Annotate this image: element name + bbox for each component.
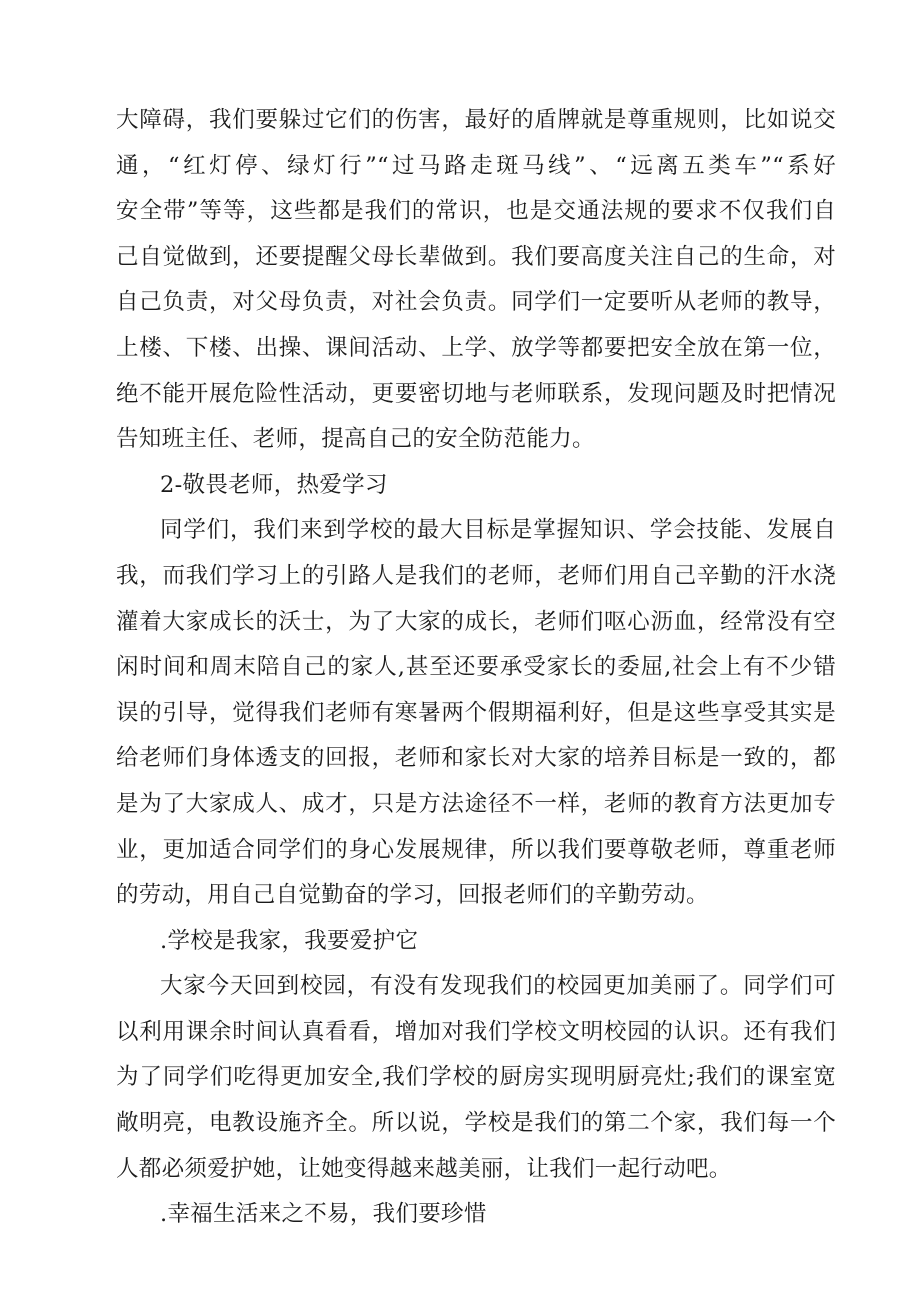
text-line: 告知班主任、老师，提高自己的安全防范能力。 [116,426,595,453]
text-line: 误的引导，觉得我们老师有寒暑两个假期福利好，但是这些享受其实是 [116,699,836,726]
text-line: 以利用课余时间认真看看，增加对我们学校文明校园的认识。还有我们 [116,1018,836,1045]
text-line: 给老师们身体透支的回报，老师和家长对大家的培养目标是一致的，都 [116,745,836,772]
text-line: 己自觉做到，还要提醒父母长辈做到。我们要高度关注自己的生命，对 [116,243,836,270]
text-line: 大障碍，我们要躲过它们的伤害，最好的盾牌就是尊重规则，比如说交 [116,107,836,133]
text-line: 上楼、下楼、出操、课间活动、上学、放学等都要把安全放在第一位， [116,334,836,361]
text-line: 绝不能开展危险性活动，更要密切地与老师联系，发现问题及时把情况 [116,380,836,407]
text-line: 敞明亮，电教设施齐全。所以说，学校是我们的第二个家，我们每一个 [116,1110,836,1137]
text-line: 人都必须爱护她，让她变得越来越美丽，让我们一起行动吧。 [116,1155,732,1182]
paragraph-teachers [116,508,836,918]
text-line: 灌着大家成长的沃士，为了大家的成长，老师们呕心沥血，经常没有空 [116,608,836,635]
paragraph-safety [116,98,836,463]
section-heading: 2-敬畏老师，热爱学习 [160,471,388,498]
text-line: 同学们，我们来到学校的最大目标是掌握知识、学会技能、发展自 [160,517,836,544]
text-line: 安全带”等等，这些都是我们的常识，也是交通法规的要求不仅我们自 [116,198,836,225]
paragraph-school [116,964,836,1192]
document-body [116,98,836,1238]
text-line: 大家今天回到校园，有没有发现我们的校园更加美丽了。同学们可 [160,973,836,1000]
text-line: 自己负责，对父母负责，对社会负责。同学们一定要听从老师的教导， [116,289,836,316]
text-line: 通，“红灯停、绿灯行”“过马路走斑马线”、“远离五类车”“系好 [116,152,836,179]
section-heading: .学校是我家，我要爱护它 [160,927,419,954]
text-line: 是为了大家成人、成才，只是方法途径不一样，老师的教育方法更加专 [116,790,836,817]
text-line: 业，更加适合同学们的身心发展规律，所以我们要尊敬老师，尊重老师 [116,836,836,863]
section-heading: .幸福生活来之不易，我们要珍惜 [160,1201,487,1228]
text-line: 为了同学们吃得更加安全,我们学校的厨房实现明厨亮灶;我们的课室宽 [116,1064,836,1091]
text-line: 闲时间和周末陪自己的家人,甚至还要承受家长的委屈,社会上有不少错 [116,654,836,681]
text-line: 我，而我们学习上的引路人是我们的老师，老师们用自己辛勤的汗水浇 [116,562,836,589]
text-line: 的劳动，用自己自觉勤奋的学习，回报老师们的辛勤劳动。 [116,882,709,909]
